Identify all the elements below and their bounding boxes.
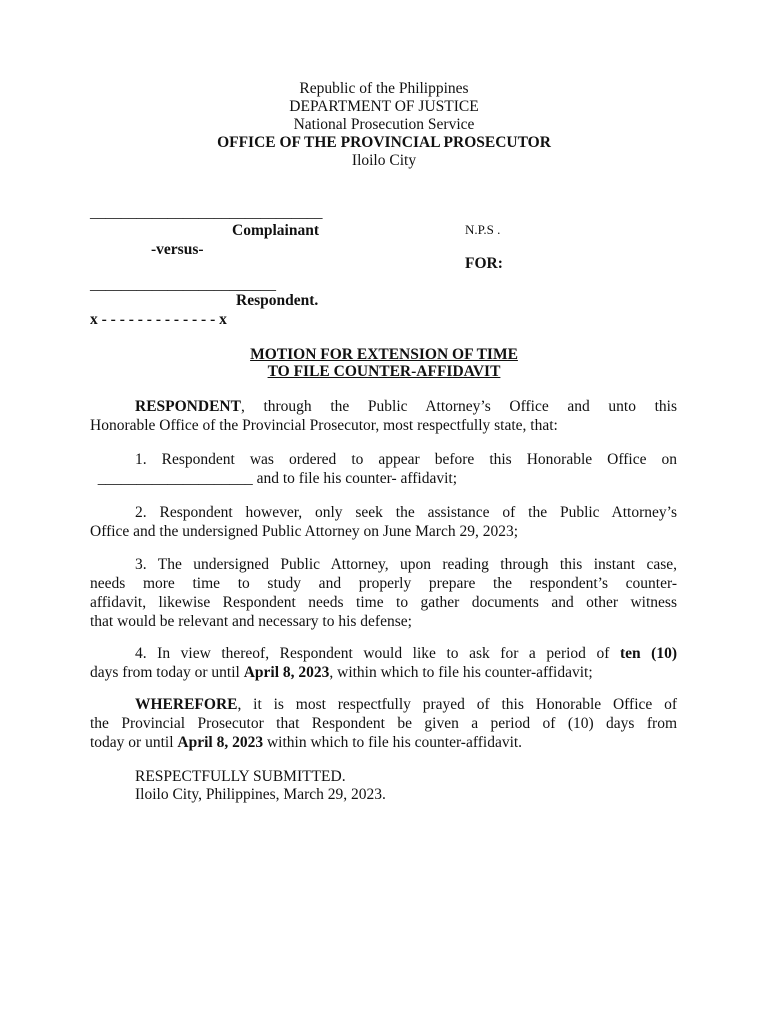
for-label: FOR: (465, 255, 503, 272)
respondent-label: Respondent. (236, 292, 319, 309)
complainant-label: Complainant (232, 222, 319, 239)
header-office: OFFICE OF THE PROVINCIAL PROSECUTOR (217, 134, 551, 151)
intro-paragraph: RESPONDENT, through the Public Attorney’s Office and unto this Honorable Office of the Provincial Prosecutor, most respectfully state, that: (90, 398, 677, 434)
header-department: DEPARTMENT OF JUSTICE (289, 98, 479, 115)
complainant-blank: ______________________________ (90, 204, 323, 221)
wherefore-deadline-date: April 8, 2023 (177, 734, 264, 751)
paragraph-2: 2. Respondent however, only seek the assistance of the Public Attorney’s Office and the undersigned Public Attorney on June March 29, 2023; (90, 504, 677, 540)
date-blank: ____________________ (97, 470, 253, 487)
motion-title-line1: MOTION FOR EXTENSION OF TIME (250, 346, 518, 363)
wherefore-paragraph: WHEREFORE, it is most respectfully prayed of this Honorable Office of the Provincial Prosecutor that Respondent be given a period of (10) days from today or until April 8, 2023 within which to file his counter-affidavit. (90, 696, 677, 751)
place-and-date: Iloilo City, Philippines, March 29, 2023. (135, 786, 386, 803)
intro-respondent: RESPONDENT (135, 398, 241, 415)
header-republic: Republic of the Philippines (299, 80, 469, 97)
respondent-blank: ________________________ (90, 276, 276, 293)
caption-separator: x - - - - - - - - - - - - - x (90, 311, 227, 328)
nps-number: N.P.S . (465, 222, 501, 237)
header-nps: National Prosecution Service (293, 116, 475, 133)
paragraph-3: 3. The undersigned Public Attorney, upon reading through this instant case, needs more time to study and properly prepare the respondent’s counter- affidavit, likewise Respondent needs time to gather documents and other witness that would be relevant and necessary to his defense; (90, 556, 677, 630)
respectfully-submitted: RESPECTFULLY SUBMITTED. (135, 768, 346, 785)
wherefore-label: WHEREFORE (135, 696, 238, 713)
versus-label: -versus- (151, 241, 204, 258)
header-city: Iloilo City (351, 152, 417, 169)
period-ten-days: ten (10) (619, 645, 677, 662)
motion-title-line2: TO FILE COUNTER-AFFIDAVIT (267, 363, 501, 380)
paragraph-1: 1. Respondent was ordered to appear before this Honorable Office on ____________________ and to file his counter- affidavit; (97, 451, 677, 487)
paragraph-4: 4. In view thereof, Respondent would like to ask for a period of ten (10) days from today or until April 8, 2023, within which to file his counter-affidavit; (90, 645, 677, 681)
deadline-date: April 8, 2023 (243, 664, 330, 681)
